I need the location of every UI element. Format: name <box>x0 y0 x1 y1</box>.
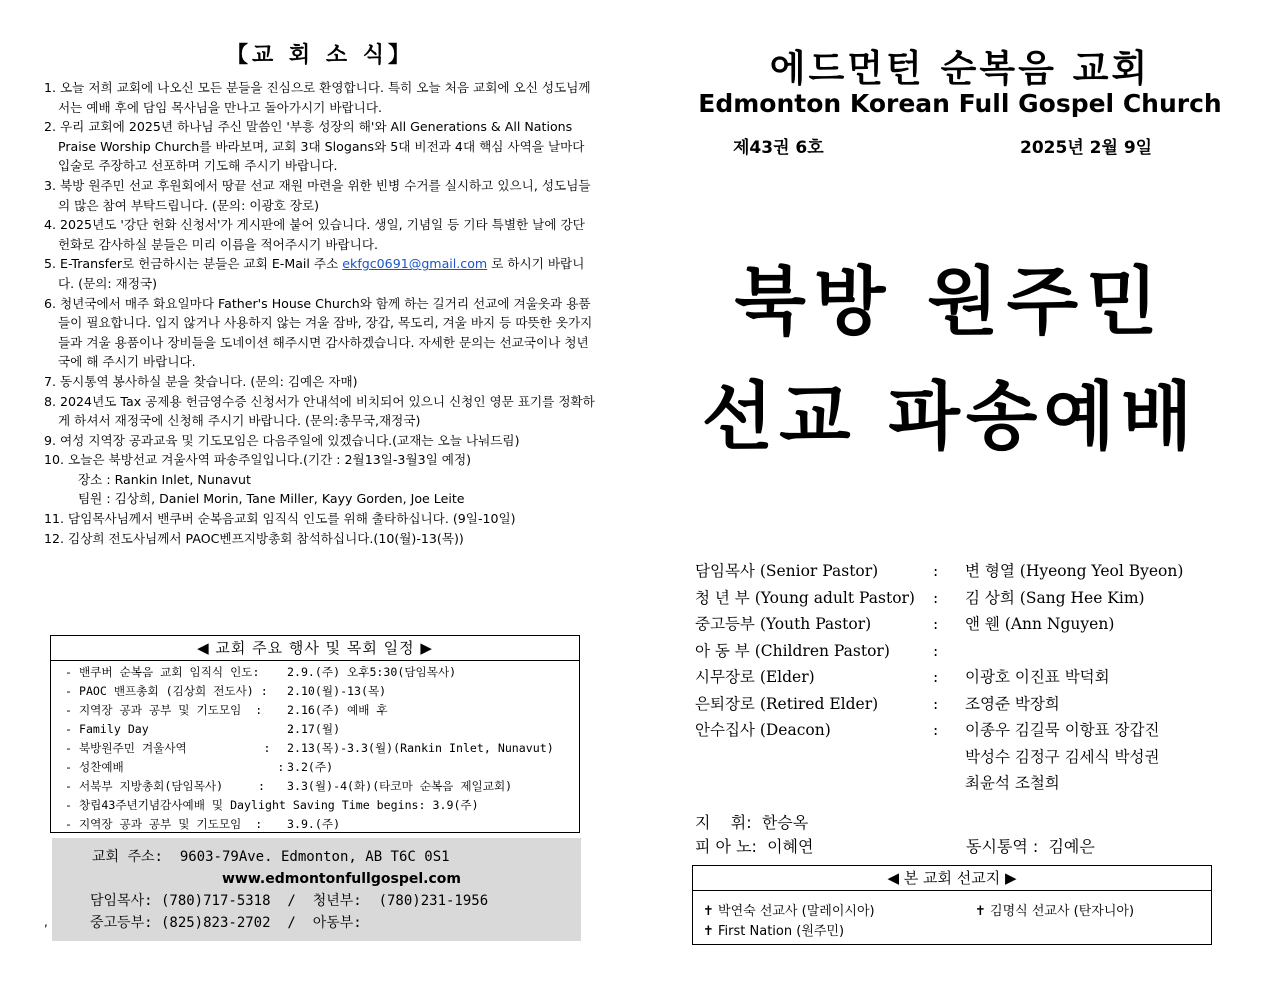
event-name: - 지역장 공과 공부 및 기도모임 : <box>65 817 263 831</box>
event-row <box>65 815 579 834</box>
event-name: - 성찬예배 : <box>65 760 285 774</box>
event-date: 2.16(주) 예배 후 <box>286 703 388 717</box>
contact-box <box>52 838 581 941</box>
missionary-item: ✝ First Nation (원주민) <box>703 924 845 939</box>
address-row <box>92 846 450 868</box>
event-row <box>65 758 579 777</box>
staff-row <box>695 611 1183 638</box>
event-date: 3.9.(주) <box>286 817 341 831</box>
staff-names: 조영준 박장희 <box>965 694 1060 713</box>
staff-names: 앤 웬 (Ann Nguyen) <box>965 615 1115 633</box>
stray-mark: , <box>44 915 48 929</box>
bulletin-date: 2025년 2월 9일 <box>1020 138 1153 158</box>
conductor: 지 휘: 한승옥 <box>695 813 809 832</box>
phone-row-2: 중고등부: (825)823-2702 / 아동부: <box>90 915 362 931</box>
colon: : <box>933 641 939 660</box>
events-box <box>50 635 580 833</box>
staff-row <box>695 638 1183 665</box>
staff-row <box>695 691 1183 718</box>
news-item: 2. 우리 교회에 2025년 하나님 주신 말씀인 '부흥 성장의 해'와 All Generations & All Nations Praise Worship Church를 바라보며, 교회 3대 Slogans와 5대 비전과 4대 핵심 사역을 날마다 입술로 주장하고 선포하며 기도해 주시기 바랍니다. <box>44 119 585 174</box>
news-10-text: 10. 오늘은 북방선교 겨울사역 파송주일입니다.(기간 : 2월13일-3월3일 예정) <box>44 452 472 468</box>
event-date: 3.2(주) <box>286 760 334 774</box>
event-row <box>65 682 579 701</box>
event-row <box>65 701 579 720</box>
news-item-email <box>44 254 600 293</box>
staff-role: 청 년 부 (Young adult Pastor) <box>695 588 915 607</box>
staff-row <box>695 717 1183 744</box>
service-title-line-1: 북방 원주민 <box>734 259 1166 345</box>
staff-names: 변 형열 (Hyeong Yeol Byeon) <box>965 562 1184 580</box>
event-date: 3.9(주) <box>432 798 479 812</box>
staff-role: 중고등부 (Youth Pastor) <box>695 615 872 633</box>
staff-names: 김 상희 (Sang Hee Kim) <box>965 588 1145 607</box>
service-title-line-2: 선교 파송예배 <box>701 374 1199 460</box>
staff-role: 은퇴장로 (Retired Elder) <box>695 694 879 713</box>
pastor-phone: (780)717-5318 <box>160 893 271 909</box>
news-item: 7. 동시통역 봉사하실 분을 찾습니다. (문의: 김예은 자매) <box>44 373 358 389</box>
staff-row <box>695 558 1183 585</box>
staff-row <box>695 585 1183 612</box>
church-name-english: Edmonton Korean Full Gospel Church <box>698 89 1222 118</box>
news-item: 3. 북방 원주민 선교 후원회에서 땅끝 선교 재원 마련을 위한 빈병 수거를 실시하고 있으니, 성도님들의 많은 참여 부탁드립니다. (문의: 이광호 장로) <box>44 177 591 213</box>
news-item: 4. 2025년도 '강단 헌화 신청서'가 게시판에 붙어 있습니다. 생일, 기념일 등 기타 특별한 날에 강단 헌화로 감사하실 분들은 미리 이름을 적어주시기 바랍니다. <box>44 217 585 252</box>
news-5-pre: 5. E-Transfer로 헌금하시는 분들은 교회 E-Mail 주소 <box>44 256 339 272</box>
missionary-item: ✝ 박연숙 선교사 (말레이시아) <box>703 904 875 919</box>
youth-phone: (825)823-2702 <box>160 915 271 931</box>
event-name: - Family Day : <box>65 722 296 736</box>
missionary-item: ✝ 김명식 선교사 (탄자니아) <box>975 904 1135 919</box>
deacon-names-cont: 박성수 김정구 김세식 박성권 <box>965 747 1160 766</box>
phone-row-1: 담임목사: (780)717-5318 / 청년부: (780)231-1956 <box>90 893 489 909</box>
young-adult-label: 청년부: <box>312 893 362 909</box>
event-date: 3.3(월)-4(화)(타코마 순복음 제일교회) <box>286 779 513 793</box>
event-name: - 밴쿠버 순복음 교회 임직식 인도: <box>65 665 260 679</box>
colon: : <box>933 615 939 633</box>
missionaries-box <box>692 865 1212 945</box>
event-row <box>65 663 579 682</box>
news-item: 1. 오늘 저희 교회에 나오신 모든 분들을 진심으로 환영합니다. 특히 오늘 처음 교회에 오신 성도님께서는 예배 후에 담임 목사님을 만나고 돌아가시기 바랍니다. <box>44 80 591 115</box>
news-item-mission <box>44 450 600 509</box>
interpreter: 동시통역 : 김예은 <box>966 837 1095 856</box>
pianist: 피 아 노: 이혜연 <box>695 837 814 856</box>
event-name: - 지역장 공과 공부 및 기도모임 : <box>65 703 263 717</box>
event-row <box>65 796 579 815</box>
colon: : <box>933 588 939 607</box>
staff-list <box>695 558 1183 797</box>
news-item: 12. 김상희 전도사님께서 PAOC벤프지방총회 참석하십니다.(10(월)-13(목)) <box>44 530 464 546</box>
event-name: - 북방원주민 겨울사역 : <box>65 741 271 755</box>
event-row <box>65 720 579 739</box>
event-date: 2.10(월)-13(목) <box>286 684 387 698</box>
address-label: 교회 주소: <box>92 849 163 865</box>
news-list <box>44 78 600 548</box>
staff-role: 담임목사 (Senior Pastor) <box>695 562 879 580</box>
news-title: 【교 회 소 식】 <box>226 43 414 68</box>
pastor-label: 담임목사: <box>90 893 153 909</box>
staff-role: 아 동 부 (Children Pastor) <box>695 641 890 660</box>
events-title: ◀ 교회 주요 행사 및 목회 일정 ▶ <box>51 636 579 661</box>
colon: : <box>933 721 939 739</box>
church-name-korean: 에드먼턴 순복음 교회 <box>769 47 1151 90</box>
news-5-post: 로 하시기 바랍니다. (문의: 재정국) <box>58 256 585 291</box>
bulletin-volume: 제43권 6호 <box>733 138 824 158</box>
staff-names: 이광호 이진표 박덕회 <box>965 668 1110 686</box>
event-row <box>65 739 579 758</box>
events-list <box>51 661 579 834</box>
event-name: - 창립43주년기념감사예배 및 Daylight Saving Time begins: <box>65 798 426 812</box>
email-link[interactable]: ekfgc0691@gmail.com <box>342 256 488 272</box>
event-date: 2.13(목)-3.3(월)(Rankin Inlet, Nunavut) <box>286 741 554 755</box>
event-row <box>65 777 579 796</box>
address-value: 9603-79Ave. Edmonton, AB T6C 0S1 <box>179 849 450 865</box>
event-date: 2.9.(주) 오후5:30(담임목사) <box>286 665 457 679</box>
news-10-team: 팀원 : 김상희, Daniel Morin, Tane Miller, Kayy Gorden, Joe Leite <box>78 491 465 507</box>
staff-role: 시무장로 (Elder) <box>695 668 815 686</box>
staff-names: 이종우 김길묵 이항표 장갑진 <box>965 721 1160 739</box>
news-item: 8. 2024년도 Tax 공제용 헌금영수증 신청서가 안내석에 비치되어 있으니 신청인 영문 표기를 정확하게 하셔서 재정국에 신청해 주시기 바랍니다. (문의:총무국,재정국) <box>44 393 595 429</box>
deacon-names-cont: 최윤석 조철희 <box>965 774 1060 792</box>
event-date: 2.17(월) <box>286 722 341 736</box>
colon: : <box>933 562 939 580</box>
news-item: 11. 담임목사님께서 밴쿠버 순복음교회 임직식 인도를 위해 출타하십니다. (9일-10일) <box>44 511 516 527</box>
event-name: - PAOC 밴프총회 (김상희 전도사) : <box>65 684 268 698</box>
staff-row <box>695 664 1183 691</box>
website-link[interactable]: www.edmontonfullgospel.com <box>222 871 461 887</box>
young-adult-phone: (780)231-1956 <box>378 893 489 909</box>
missionaries-title: ◀ 본 교회 선교지 ▶ <box>693 866 1211 891</box>
news-10-place: 장소 : Rankin Inlet, Nunavut <box>78 471 251 487</box>
staff-role: 안수집사 (Deacon) <box>695 721 831 739</box>
youth-label: 중고등부: <box>90 915 153 931</box>
news-item: 6. 청년국에서 매주 화요일마다 Father's House Church와 함께 하는 길거리 선교에 겨울옷과 용품들이 필요합니다. 입지 않거나 사용하지 않는 겨울 잠바, 장갑, 목도리, 겨울 바지 등 따뜻한 옷가지들과 겨울 용품이나 장비들을 도네이션 해주시면 감사하겠습니다. 자세한 문의는 선교국이나 청년국에 해 주시기 바랍니다. <box>44 295 593 370</box>
event-name: - 서북부 지방총회(담임목사) : <box>65 779 265 793</box>
news-item: 9. 여성 지역장 공과교육 및 기도모임은 다음주일에 있겠습니다.(교재는 오늘 나눠드림) <box>44 432 520 448</box>
colon: : <box>933 694 939 713</box>
children-label: 아동부: <box>312 915 362 931</box>
colon: : <box>933 668 939 686</box>
